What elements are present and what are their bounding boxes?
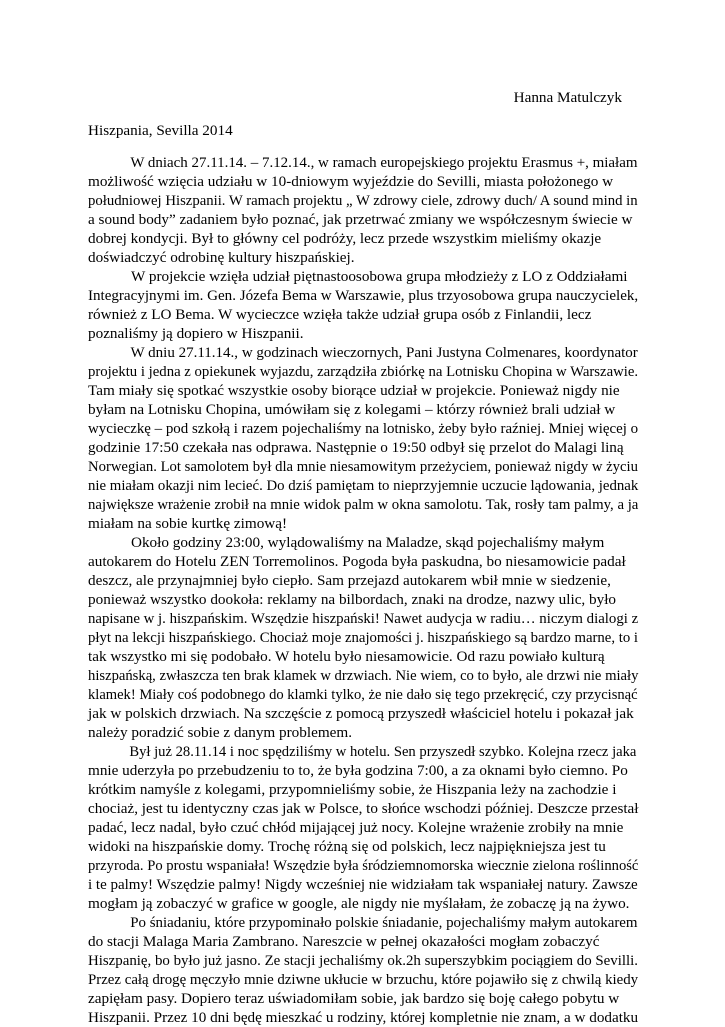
body-text-line: Był już 28.11.14 i noc spędziliśmy w hotelu. Sen przyszedł szybko. Kolejna rzecz jaka: [129, 743, 637, 760]
body-text-line: Norwegian. Lot samolotem był dla mnie niesamowitym przeżyciem, ponieważ nigdy w życiu: [88, 458, 638, 475]
body-text-line: doświadczyć odrobinę kultury hiszpańskiej.: [88, 249, 355, 266]
body-text-line: i te palmy! Wszędzie palmy! Nigdy wcześniej nie widziałam tak wspaniałej natury. Zawsze: [88, 876, 638, 893]
body-text-line: klamek! Miały coś podobnego do klamki tylko, że nie dało się tego przekręcić, czy przycisnąć: [88, 686, 638, 703]
document-heading: Hiszpania, Sevilla 2014: [88, 122, 233, 139]
body-text-line: do stacji Malaga Maria Zambrano. Nareszcie w pełnej okazałości mogłam zobaczyć: [88, 933, 600, 950]
body-text-line: południowej Hiszpanii. W ramach projektu „ W zdrowy ciele, zdrowy duch/ A sound mind in: [88, 192, 638, 209]
body-text-line: poznaliśmy ją dopiero w Hiszpanii.: [88, 325, 304, 342]
body-text-line: dobrej kondycji. Był to główny cel podróży, lecz przede wszystkim mieliśmy okazje: [88, 230, 602, 247]
body-text-line: zapięłam pasy. Dopiero teraz uświadomiłam sobie, jak bardzo się boję całego pobytu w: [88, 990, 620, 1007]
body-text-line: hiszpańską, zwłaszcza ten brak klamek w drzwiach. Nie wiem, co to było, ale drzwi nie miały: [88, 667, 639, 684]
body-text-line: krótkim namyśle z kolegami, przypomnieliśmy sobie, że Hiszpania leży na zachodzie i: [88, 781, 617, 798]
body-text-line: przyroda. Po prostu wspaniała! Wszędzie była śródziemnomorska wiecznie zielona roślinność: [88, 857, 639, 874]
body-text-line: Około godziny 23:00, wylądowaliśmy na Maladze, skąd pojechaliśmy małym: [131, 534, 605, 551]
body-text-line: chociaż, jest tu identyczny czas jak w Polsce, to słońce wschodzi później. Deszcze przestał: [88, 800, 639, 817]
body-text-line: mogłam ją zobaczyć w grafice w google, ale nigdy nie myślałam, że zobaczę ją na żywo.: [88, 895, 630, 912]
body-text-line: Przez całą drogę męczyło mnie dziwne ukłucie w brzuchu, które pojawiło się z chwilą kiedy: [88, 971, 639, 988]
body-text-line: również z LO Bema. W wycieczce wzięła także udział grupa osób z Finlandii, lecz: [88, 306, 592, 323]
body-text-line: Hiszpanię, bo było już jasno. Ze stacji jechaliśmy ok.2h superszybkim pociągiem do Sevilli.: [88, 952, 638, 969]
body-text-line: możliwość wzięcia udziału w 10-dniowym wyjeździe do Sevilli, miasta położonego w: [88, 173, 614, 190]
body-text-line: wycieczkę – pod szkołą i razem pojechaliśmy na lotnisko, żeby było raźniej. Mniej więcej o: [88, 420, 639, 437]
body-text-line: deszcz, ale przynajmniej było ciepło. Sam przejazd autokarem wbił mnie w siedzenie,: [88, 572, 611, 589]
body-text-line: płyt na lekcji hiszpańskiego. Chociaż moje znajomości j. hiszpańskiego są bardzo marne, to i: [88, 629, 638, 646]
body-text-line: projektu i jedna z opiekunek wyjazdu, zarządziła zbiórkę na Lotnisku Chopina w Warszawie.: [88, 363, 639, 380]
body-text-line: nie miałam okazji nim lecieć. Do dziś pamiętam to nieprzyjemnie uczucie lądowania, jednak: [88, 477, 639, 494]
body-text-line: padać, lecz nadal, było czuć chłód mijającej już nocy. Kolejne wrażenie zrobiły na mnie: [88, 819, 624, 836]
body-text-line: W projekcie wzięła udział piętnastoosobowa grupa młodzieży z LO z Oddziałami: [131, 268, 628, 285]
body-text-line: a sound body” zadaniem było poznać, jak przetrwać zmiany we współczesnym świecie w: [88, 211, 633, 228]
body-text-line: największe wrażenie zrobił na mnie widok palm w okna samolotu. Tak, rosły tam palmy, a ja: [88, 496, 639, 513]
body-text-line: mnie uderzyła po przebudzeniu to to, że była godzina 7:00, a za oknami było ciemno. Po: [88, 762, 628, 779]
body-text-line: tak wszystko mi się podobało. W hotelu było niesamowicie. Od razu powiało kulturą: [88, 648, 605, 665]
body-text-line: miałam na sobie kurtkę zimową!: [88, 515, 288, 532]
body-text-line: napisane w j. hiszpańskim. Wszędzie hiszpański! Nawet audycja w radiu… niczym dialogi z: [88, 610, 639, 627]
body-text-line: widoki na hiszpańskie domy. Trochę różną się od polskich, lecz najpiękniejsza jest tu: [88, 838, 606, 855]
author-name: Hanna Matulczyk: [513, 89, 622, 106]
document-body: [88, 153, 638, 1027]
body-text-line: Po śniadaniu, które przypominało polskie śniadanie, pojechaliśmy małym autokarem: [130, 914, 638, 931]
body-text-line: Hiszpanii. Przez 10 dni będę mieszkać u rodziny, której kompletnie nie znam, a w dodatku: [88, 1009, 639, 1026]
body-text-line: godzinie 17:50 czekała nas odprawa. Następnie o 19:50 odbył się przelot do Malagi liną: [88, 439, 624, 456]
body-text-line: ponieważ wszystko dookoła: reklamy na bilbordach, znaki na drodze, nazwy ulic, było: [88, 591, 617, 608]
body-text-line: jak w polskich drzwiach. Na szczęście z pomocą przyszedł właściciel hotelu i pokazał jak: [88, 705, 634, 722]
body-text-line: autokarem do Hotelu ZEN Torremolinos. Pogoda była paskudna, bo niesamowicie padał: [88, 553, 626, 570]
body-text-line: byłam na Lotnisku Chopina, umówiłam się z kolegami – którzy również brali udział w: [88, 401, 616, 418]
body-text-line: Tam miały się spotkać wszystkie osoby biorące udział w projekcie. Ponieważ nigdy nie: [88, 382, 620, 399]
body-text-line: Integracyjnymi im. Gen. Józefa Bema w Warszawie, plus trzyosobowa grupa nauczycielek,: [88, 287, 639, 304]
body-text-line: W dniach 27.11.14. – 7.12.14., w ramach europejskiego projektu Erasmus +, miałam: [130, 154, 638, 171]
body-text-line: W dniu 27.11.14., w godzinach wieczornych, Pani Justyna Colmenares, koordynator: [130, 344, 638, 361]
body-text-line: należy poradzić sobie z danym problemem.: [88, 724, 352, 741]
